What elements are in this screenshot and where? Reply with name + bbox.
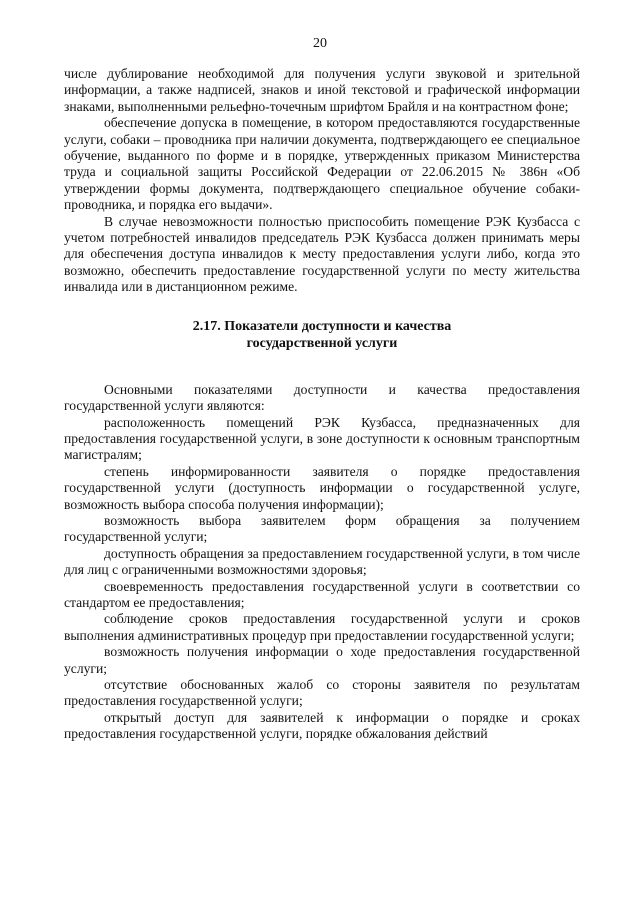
paragraph-continuation: числе дублирование необходимой для получения услуги звуковой и зрительной информации, а также надписей, знаков и иной текстовой и графической информации знаками, выполненными рельефно-точечным шрифтом Брайля и на контрастном фоне; (64, 66, 580, 114)
list-item: отсутствие обоснованных жалоб со стороны заявителя по результатам предоставления государственной услуги; (64, 677, 580, 709)
section-heading-line1: 2.17. Показатели доступности и качества (192, 318, 452, 334)
list-item: соблюдение сроков предоставления государственной услуги и сроков выполнения административных процедур при предоставлении государственной услуги; (64, 611, 580, 643)
list-item: открытый доступ для заявителей к информации о порядке и сроках предоставления государственной услуги, порядке обжалования действий (64, 709, 580, 742)
paragraph-impossibility: В случае невозможности полностью приспособить помещение РЭК Кузбасса с учетом потребностей инвалидов председатель РЭК Кузбасса должен принимать меры для обеспечения доступа инвалидов к месту предоставления услуги либо, когда это возможно, обеспечить предоставление государственной услуги по месту жительства инвалида или в дистанционном режиме. (64, 213, 580, 295)
section-heading (64, 318, 580, 352)
list-item: возможность получения информации о ходе предоставления государственной услуги; (64, 644, 580, 676)
list-item: своевременность предоставления государственной услуги в соответствии со стандартом ее предоставления; (64, 578, 580, 610)
paragraph-guide-dog: обеспечение допуска в помещение, в котором предоставляются государственные услуги, собаки – проводника при наличии документа, подтверждающего ее специальное обучение, выданного по форме и в порядке, утвержденных приказом Министерства труда и социальной защиты Российской Федерации от 22.06.2015 № 386н «Об утверждении формы документа, подтверждающего специальное обучение собаки-проводника, и порядка его выдачи». (64, 115, 580, 213)
list-item: возможность выбора заявителем форм обращения за получением государственной услуги; (64, 512, 580, 545)
list-item: расположенность помещений РЭК Кузбасса, предназначенных для предоставления государственной услуги, в зоне доступности к основным транспортным магистралям; (64, 414, 580, 463)
document-body (64, 66, 580, 743)
page-number: 20 (313, 36, 327, 51)
list-item: доступность обращения за предоставлением государственной услуги, в том числе для лиц с ограниченными возможностями здоровья; (64, 545, 580, 578)
section-heading-line2: государственной услуги (246, 335, 398, 351)
list-item: степень информированности заявителя о порядке предоставления государственной услуги (доступность информации о государственной услуге, возможность выбора способа получения информации); (64, 463, 580, 512)
paragraph-indicators-intro: Основными показателями доступности и качества предоставления государственной услуги являются: (64, 381, 580, 414)
